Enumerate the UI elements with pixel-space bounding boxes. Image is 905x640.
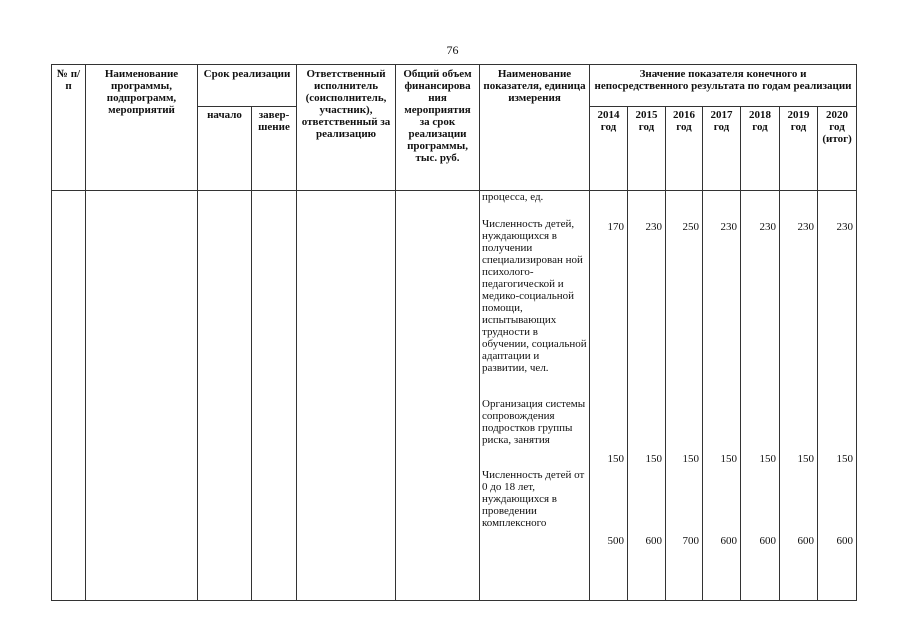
value: 150 [797, 453, 815, 465]
value: 150 [645, 453, 663, 465]
header-period: Срок реализации [198, 65, 297, 107]
value: 600 [836, 535, 854, 547]
cell-name [86, 191, 198, 601]
value: 700 [682, 535, 700, 547]
cell-values-2018 [741, 191, 780, 601]
cell-values-2014 [590, 191, 628, 601]
header-period-end: завер-шение [252, 107, 297, 191]
value: 150 [759, 453, 777, 465]
cell-start [198, 191, 252, 601]
header-year-2014: 2014 год [590, 107, 628, 191]
header-name: Наименование программы, подпрограмм, мероприятий [86, 65, 198, 191]
header-year-2017: 2017 год [703, 107, 741, 191]
program-table [51, 64, 857, 601]
cell-executor [297, 191, 396, 601]
indicator-text: Численность детей, нуждающихся в получении специализирован ной психолого-педагогической и медико-социальной помощи, испытывающих трудности в обучении, социальной адаптации и развитии, чел. [482, 218, 587, 374]
indicator-text: процесса, ед. [482, 191, 544, 203]
value: 600 [759, 535, 777, 547]
value: 230 [720, 221, 738, 233]
header-year-2020: 2020 год (итог) [818, 107, 857, 191]
value: 150 [607, 453, 625, 465]
value: 600 [720, 535, 738, 547]
cell-end [252, 191, 297, 601]
cell-values-2016 [666, 191, 703, 601]
header-no: № п/п [52, 65, 86, 191]
header-executor: Ответственный исполнитель (соисполнитель, участник), ответственный за реализацию [297, 65, 396, 191]
header-funding: Общий объем финансирова ния мероприятия за срок реализации программы, тыс. руб. [396, 65, 480, 191]
cell-values-2020 [818, 191, 857, 601]
value: 150 [836, 453, 854, 465]
indicator-text: Численность детей от 0 до 18 лет, нуждающихся в проведении комплексного [482, 469, 585, 529]
value: 230 [797, 221, 815, 233]
cell-funding [396, 191, 480, 601]
cell-values-2015 [628, 191, 666, 601]
header-year-2016: 2016 год [666, 107, 703, 191]
header-year-2018: 2018 год [741, 107, 780, 191]
value: 150 [720, 453, 738, 465]
value: 600 [645, 535, 663, 547]
table-row [52, 191, 857, 601]
header-year-2019: 2019 год [780, 107, 818, 191]
cell-values-2019 [780, 191, 818, 601]
value: 600 [797, 535, 815, 547]
value: 230 [645, 221, 663, 233]
value: 230 [759, 221, 777, 233]
value: 150 [682, 453, 700, 465]
value: 230 [836, 221, 854, 233]
indicator-text: Организация системы сопровождения подростков группы риска, занятия [482, 398, 586, 446]
cell-indicator [480, 191, 590, 601]
page-number: 76 [446, 43, 459, 57]
cell-values-2017 [703, 191, 741, 601]
cell-no [52, 191, 86, 601]
value: 500 [607, 535, 625, 547]
header-values-group: Значение показателя конечного и непосредственного результата по годам реализации [590, 65, 857, 107]
value: 170 [607, 221, 625, 233]
value: 250 [682, 221, 700, 233]
header-period-start: начало [198, 107, 252, 191]
header-year-2015: 2015 год [628, 107, 666, 191]
header-indicator: Наименование показателя, единица измерения [480, 65, 590, 191]
